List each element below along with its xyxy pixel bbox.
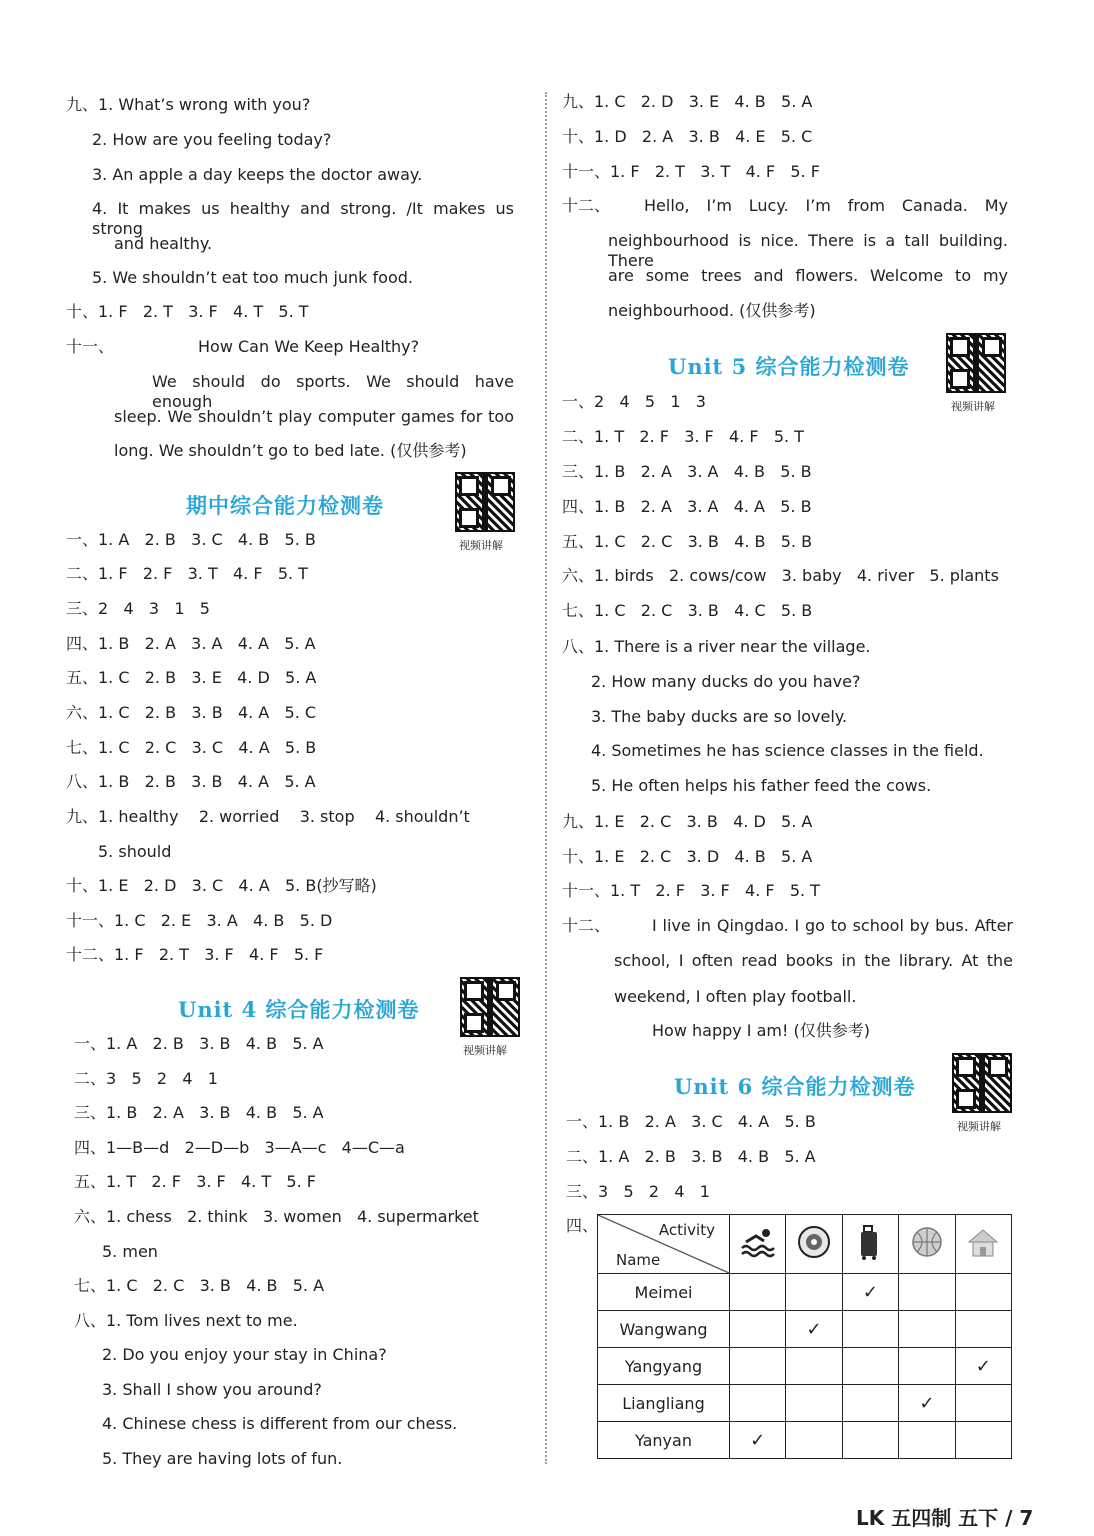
table-corner-header: [598, 1215, 730, 1274]
essay-line: I live in Qingdao. I go to school by bus. After: [652, 916, 1013, 935]
unit4-title: Unit 4 综合能力检测卷: [178, 997, 420, 1022]
qr-caption: 视频讲解: [463, 1044, 507, 1057]
answer-line: 一、1. B 2. A 3. C 4. A 5. B: [566, 1112, 816, 1131]
answer-line: 三、2 4 3 1 5: [66, 599, 210, 618]
essay-line: neighbourhood. (仅供参考): [608, 301, 816, 320]
essay-line: school, I often read books in the library. At the: [614, 951, 1013, 970]
answer-line: 一、1. A 2. B 3. C 4. B 5. B: [66, 530, 316, 549]
answer-line: 十、1. E 2. D 3. C 4. A 5. B(抄写略): [66, 876, 377, 895]
answer-line: 4. Sometimes he has science classes in the field.: [591, 741, 984, 760]
answer-line: 十、1. E 2. C 3. D 4. B 5. A: [562, 847, 813, 866]
answer-line: 二、1. A 2. B 3. B 4. B 5. A: [566, 1147, 816, 1166]
answer-line: 七、1. C 2. C 3. B 4. C 5. B: [562, 601, 813, 620]
unit6-title: Unit 6 综合能力检测卷: [674, 1074, 916, 1099]
table-row: [598, 1348, 1012, 1385]
table-cell: [786, 1311, 842, 1348]
essay-title: How Can We Keep Healthy?: [198, 337, 420, 356]
qr-caption: 视频讲解: [459, 539, 503, 552]
answer-line: 一、1. A 2. B 3. B 4. B 5. A: [74, 1034, 324, 1053]
basketball-icon: [899, 1215, 955, 1274]
answer-line: 八、1. There is a river near the village.: [562, 637, 871, 656]
table-row: [598, 1311, 1012, 1348]
column-divider: [545, 92, 547, 1464]
answer-line: 2. How are you feeling today?: [92, 130, 332, 149]
check-mark-icon: ✓: [806, 1318, 822, 1340]
section-label: 四、: [566, 1216, 599, 1235]
midterm-title: 期中综合能力检测卷: [186, 493, 384, 518]
answer-line: 九、1. What’s wrong with you?: [66, 95, 311, 114]
essay-line: long. We shouldn’t go to bed late. (仅供参考): [114, 441, 467, 460]
answer-line: 四、1—B—d 2—D—b 3—A—c 4—C—a: [74, 1138, 405, 1157]
table-cell: [786, 1274, 842, 1311]
answer-line: 二、3 5 2 4 1: [74, 1069, 218, 1088]
table-row: [598, 1274, 1012, 1311]
answer-line: 九、1. C 2. D 3. E 4. B 5. A: [562, 92, 813, 111]
table-cell: [955, 1311, 1011, 1348]
essay-line: Hello, I’m Lucy. I’m from Canada. My: [644, 196, 1008, 215]
qr-caption: 视频讲解: [951, 400, 995, 413]
check-mark-icon: ✓: [750, 1429, 766, 1451]
answer-line: 十、1. D 2. A 3. B 4. E 5. C: [562, 127, 813, 146]
answer-line: 3. The baby ducks are so lovely.: [591, 707, 848, 726]
page-footer: LK 五四制 五下 / 7: [856, 1506, 1034, 1530]
answer-line: 4. It makes us healthy and strong. /It makes us strong: [92, 199, 514, 238]
name-header: Name: [616, 1251, 661, 1269]
table-cell: [955, 1348, 1011, 1385]
answer-line: 三、1. B 2. A 3. B 4. B 5. A: [74, 1103, 324, 1122]
answer-line: 八、1. Tom lives next to me.: [74, 1311, 298, 1330]
answer-line: 九、1. E 2. C 3. B 4. D 5. A: [562, 812, 813, 831]
qr-code-icon[interactable]: [952, 1053, 1012, 1113]
table-cell: [842, 1385, 898, 1422]
row-name: Wangwang: [598, 1311, 730, 1348]
essay-line: weekend, I often play football.: [614, 987, 857, 1006]
answer-line: 六、1. C 2. B 3. B 4. A 5. C: [66, 703, 317, 722]
answer-line: 十一、1. T 2. F 3. F 4. F 5. T: [562, 881, 820, 900]
qr-caption: 视频讲解: [957, 1120, 1001, 1133]
answer-line: 十一、1. F 2. T 3. T 4. F 5. F: [562, 162, 820, 181]
table-row: [598, 1422, 1012, 1459]
answer-line: 二、1. F 2. F 3. T 4. F 5. T: [66, 564, 308, 583]
table-cell: [955, 1385, 1011, 1422]
answer-line: 3. Shall I show you around?: [102, 1380, 322, 1399]
table-cell: [842, 1311, 898, 1348]
answer-line: 五、1. C 2. B 3. E 4. D 5. A: [66, 668, 317, 687]
section-label: 十二、: [562, 196, 611, 215]
table-cell: [786, 1348, 842, 1385]
essay-line: are some trees and flowers. Welcome to my: [608, 266, 1008, 285]
essay-line: neighbourhood is nice. There is a tall building. There: [608, 231, 1008, 270]
answer-line: and healthy.: [114, 234, 213, 253]
unit5-title: Unit 5 综合能力检测卷: [668, 354, 910, 379]
table-cell: [786, 1385, 842, 1422]
activity-header: Activity: [658, 1221, 715, 1239]
answer-line: 七、1. C 2. C 3. B 4. B 5. A: [74, 1276, 325, 1295]
answer-line: 一、2 4 5 1 3: [562, 392, 706, 411]
answer-line: 5. They are having lots of fun.: [102, 1449, 343, 1468]
check-mark-icon: ✓: [975, 1355, 991, 1377]
check-mark-icon: ✓: [919, 1392, 935, 1414]
table-cell: [899, 1311, 955, 1348]
table-cell: [730, 1385, 786, 1422]
table-cell: [730, 1422, 786, 1459]
answer-line: 4. Chinese chess is different from our chess.: [102, 1414, 458, 1433]
essay-line: How happy I am! (仅供参考): [652, 1021, 870, 1040]
answer-line: 五、1. C 2. C 3. B 4. B 5. B: [562, 532, 813, 551]
answer-line: 七、1. C 2. C 3. C 4. A 5. B: [66, 738, 317, 757]
suitcase-icon: [842, 1215, 898, 1274]
table-cell: [899, 1274, 955, 1311]
activity-table: [597, 1214, 1012, 1459]
table-cell: [730, 1348, 786, 1385]
answer-line: 二、1. T 2. F 3. F 4. F 5. T: [562, 427, 804, 446]
table-cell: [899, 1348, 955, 1385]
answer-line: 八、1. B 2. B 3. B 4. A 5. A: [66, 772, 316, 791]
answer-line: 九、1. healthy 2. worried 3. stop 4. shouldn’t: [66, 807, 470, 826]
table-cell: [730, 1311, 786, 1348]
answer-line: 5. men: [102, 1242, 158, 1261]
qr-code-icon[interactable]: [946, 333, 1006, 393]
answer-line: 六、1. birds 2. cows/cow 3. baby 4. river 5. plants: [562, 566, 999, 585]
table-cell: [842, 1348, 898, 1385]
table-row: [598, 1385, 1012, 1422]
answer-line: 十、1. F 2. T 3. F 4. T 5. T: [66, 302, 309, 321]
essay-line: sleep. We shouldn’t play computer games for too: [114, 407, 514, 426]
table-cell: [899, 1422, 955, 1459]
table-cell: [786, 1422, 842, 1459]
row-name: Yanyan: [598, 1422, 730, 1459]
answer-line: 2. Do you enjoy your stay in China?: [102, 1345, 387, 1364]
swimming-icon: [730, 1215, 786, 1274]
qr-code-icon[interactable]: [460, 977, 520, 1037]
table-cell: [955, 1422, 1011, 1459]
answer-line: 六、1. chess 2. think 3. women 4. supermarket: [74, 1207, 479, 1226]
check-mark-icon: ✓: [862, 1281, 879, 1303]
table-cell: [955, 1274, 1011, 1311]
answer-line: 三、3 5 2 4 1: [566, 1182, 710, 1201]
row-name: Meimei: [598, 1274, 730, 1311]
table-cell: [842, 1422, 898, 1459]
section-label: 十一、: [66, 337, 115, 356]
answer-line: 十一、1. C 2. E 3. A 4. B 5. D: [66, 911, 333, 930]
answer-line: 5. should: [98, 842, 172, 861]
qr-code-icon[interactable]: [455, 472, 515, 532]
answer-line: 5. He often helps his father feed the cows.: [591, 776, 932, 795]
watermark-logo: [916, 1470, 1086, 1530]
answer-line: 四、1. B 2. A 3. A 4. A 5. B: [562, 497, 812, 516]
table-cell: [730, 1274, 786, 1311]
answer-line: 5. We shouldn’t eat too much junk food.: [92, 268, 413, 287]
answer-line: 五、1. T 2. F 3. F 4. T 5. F: [74, 1172, 316, 1191]
section-label: 十二、: [562, 916, 611, 935]
house-icon: [955, 1215, 1011, 1274]
row-name: Liangliang: [598, 1385, 730, 1422]
table-cell: [899, 1385, 955, 1422]
essay-line: We should do sports. We should have enough: [152, 372, 514, 411]
answer-line: 3. An apple a day keeps the doctor away.: [92, 165, 423, 184]
table-cell: [842, 1274, 898, 1311]
ping-pong-icon: [786, 1215, 842, 1274]
answer-line: 四、1. B 2. A 3. A 4. A 5. A: [66, 634, 316, 653]
answer-line: 2. How many ducks do you have?: [591, 672, 861, 691]
row-name: Yangyang: [598, 1348, 730, 1385]
answer-line: 三、1. B 2. A 3. A 4. B 5. B: [562, 462, 812, 481]
answer-line: 十二、1. F 2. T 3. F 4. F 5. F: [66, 945, 324, 964]
